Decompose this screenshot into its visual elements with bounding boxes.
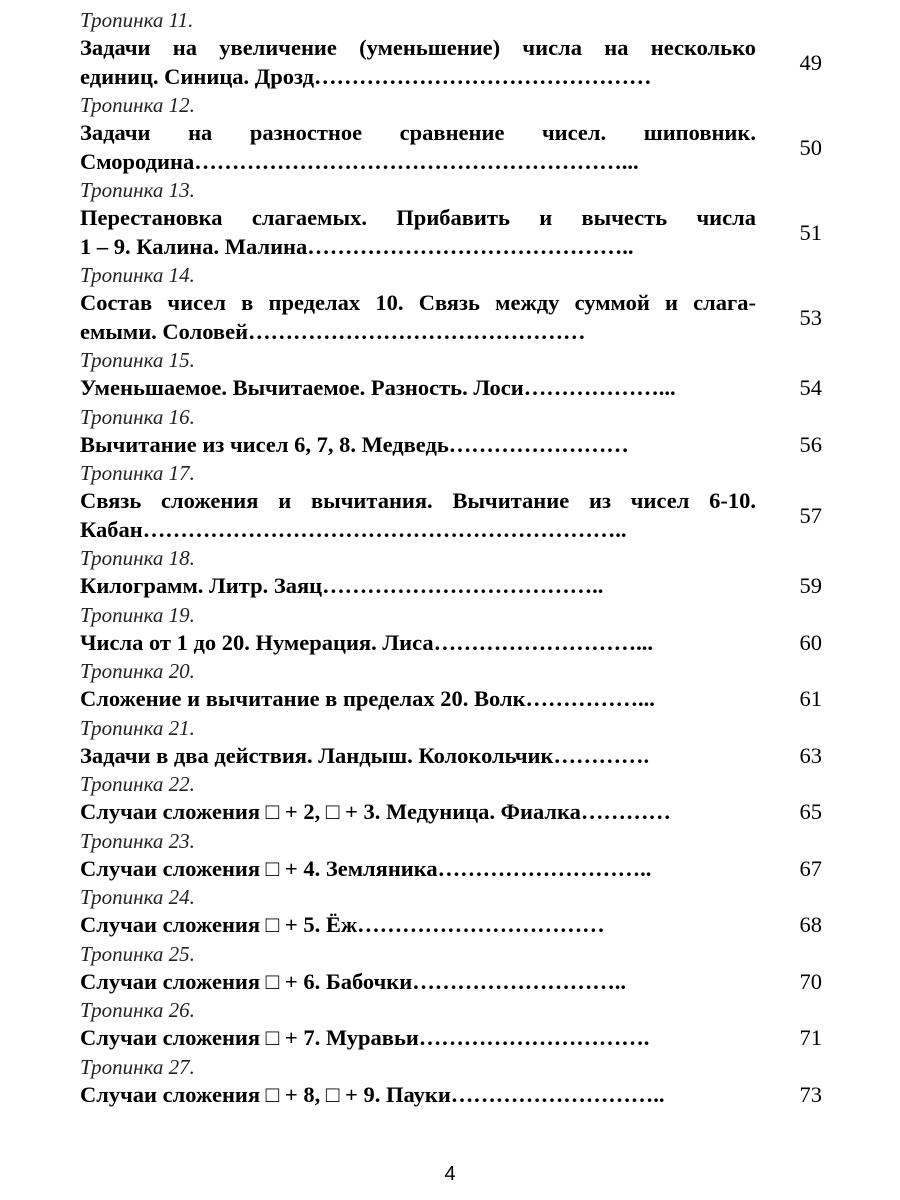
path-label: Тропинка 13.	[80, 178, 195, 202]
path-label: Тропинка 12.	[80, 93, 195, 117]
toc-entry	[80, 714, 840, 771]
toc-entry-title	[80, 1081, 756, 1110]
toc-entry	[80, 940, 840, 997]
toc-entry-line: Задачи на увеличение (уменьшение) числа на несколько	[80, 35, 756, 60]
toc-entry-title	[80, 968, 756, 997]
toc-entry-title	[80, 204, 756, 261]
toc-entry-line: Числа от 1 до 20. Нумерация. Лиса………………………...	[80, 629, 653, 655]
toc-entry-line: Сложение и вычитание в пределах 20. Волк……………...	[80, 686, 655, 711]
toc-entry-title	[80, 487, 756, 544]
table-of-contents	[80, 6, 840, 1109]
toc-entry	[80, 403, 840, 460]
toc-entry	[80, 459, 840, 544]
toc-entry-title	[80, 798, 756, 827]
toc-entry-line: Задачи в два действия. Ландыш. Колокольчик………….	[80, 742, 650, 768]
toc-entry-title	[80, 289, 756, 346]
toc-entry-page: 56	[799, 431, 822, 457]
toc-entry-title	[80, 742, 756, 771]
path-label: Тропинка 27.	[80, 1054, 195, 1079]
toc-entry	[80, 996, 840, 1053]
toc-entry	[80, 176, 840, 261]
toc-entry-page: 54	[799, 375, 822, 400]
path-label: Тропинка 18.	[80, 546, 195, 570]
toc-entry-line: Случаи сложения □ + 4. Земляника………………………..	[80, 855, 652, 881]
path-label: Тропинка 26.	[80, 998, 195, 1022]
toc-entry-title	[80, 34, 756, 91]
toc-entry-line: единиц. Синица. Дрозд………………………………………	[80, 63, 652, 89]
toc-entry-line: Состав чисел в пределах 10. Связь между суммой и слага-	[80, 290, 756, 315]
toc-entry-line: Кабан………………………………………………………..	[80, 516, 627, 542]
path-label: Тропинка 24.	[80, 885, 195, 909]
page-number: 4	[444, 1163, 456, 1185]
toc-entry-line: Связь сложения и вычитания. Вычитание из чисел 6-10.	[80, 488, 756, 513]
path-label: Тропинка 25.	[80, 941, 195, 966]
toc-entry-page: 68	[799, 912, 822, 937]
toc-entry-page: 59	[799, 573, 822, 598]
toc-entry-page: 70	[799, 968, 822, 994]
toc-entry-page: 63	[799, 742, 822, 768]
toc-entry-title	[80, 572, 756, 601]
toc-entry	[80, 261, 840, 346]
toc-entry-page: 53	[799, 304, 822, 330]
toc-entry-line: Случаи сложения □ + 5. Ёж……………………………	[80, 912, 605, 937]
toc-entry-line: Перестановка слагаемых. Прибавить и вычесть числа	[80, 205, 756, 230]
toc-entry	[80, 6, 840, 91]
toc-entry-page: 50	[799, 134, 822, 160]
toc-entry-page: 73	[799, 1081, 822, 1107]
toc-entry	[80, 601, 840, 658]
toc-entry	[80, 827, 840, 884]
toc-entry-title	[80, 855, 756, 884]
toc-entry-line: Вычитание из чисел 6, 7, 8. Медведь……………………	[80, 431, 629, 457]
toc-entry	[80, 657, 840, 714]
toc-entry-line: 1 – 9. Калина. Малина……………………………………..	[80, 233, 634, 259]
toc-entry	[80, 1053, 840, 1110]
toc-entry	[80, 770, 840, 827]
path-label: Тропинка 19.	[80, 602, 195, 627]
toc-entry-line: Случаи сложения □ + 7. Муравьи………………………….	[80, 1025, 650, 1050]
toc-entry-page: 57	[799, 502, 822, 528]
toc-entry-line: Случаи сложения □ + 2, □ + 3. Медуница. Фиалка…………	[80, 799, 671, 824]
path-label: Тропинка 23.	[80, 828, 195, 853]
toc-entry-line: Случаи сложения □ + 6. Бабочки………………………..	[80, 968, 626, 994]
path-label: Тропинка 21.	[80, 715, 195, 740]
path-label: Тропинка 11.	[80, 8, 194, 32]
toc-entry-page: 51	[799, 219, 822, 245]
toc-entry-page: 67	[799, 855, 822, 881]
toc-entry-line: Задачи на разностное сравнение чисел. шиповник.	[80, 120, 756, 145]
toc-entry-page: 65	[799, 799, 822, 824]
toc-entry-line: Килограмм. Литр. Заяц………………………………..	[80, 573, 604, 598]
toc-entry-line: емыми. Соловей………………………………………	[80, 318, 586, 344]
path-label: Тропинка 16.	[80, 404, 195, 429]
toc-entry-title	[80, 1024, 756, 1053]
toc-entry-title	[80, 119, 756, 176]
toc-entry	[80, 544, 840, 601]
toc-entry-title	[80, 629, 756, 658]
path-label: Тропинка 14.	[80, 263, 195, 287]
toc-entry	[80, 91, 840, 176]
path-label: Тропинка 22.	[80, 772, 195, 796]
toc-entry-title	[80, 374, 756, 403]
toc-entry-page: 49	[799, 49, 822, 75]
path-label: Тропинка 15.	[80, 348, 195, 372]
toc-entry-page: 60	[799, 629, 822, 655]
toc-entry-line: Уменьшаемое. Вычитаемое. Разность. Лоси………………...	[80, 375, 676, 400]
toc-entry	[80, 346, 840, 403]
toc-entry-page: 71	[799, 1025, 822, 1050]
toc-entry	[80, 883, 840, 940]
toc-entry-page: 61	[799, 686, 822, 711]
path-label: Тропинка 17.	[80, 461, 195, 485]
toc-entry-line: Смородина…………………………………………………...	[80, 148, 639, 174]
toc-entry-title	[80, 431, 756, 460]
toc-entry-title	[80, 685, 756, 714]
toc-entry-line: Случаи сложения □ + 8, □ + 9. Пауки………………………..	[80, 1081, 665, 1107]
path-label: Тропинка 20.	[80, 659, 195, 683]
toc-entry-title	[80, 911, 756, 940]
